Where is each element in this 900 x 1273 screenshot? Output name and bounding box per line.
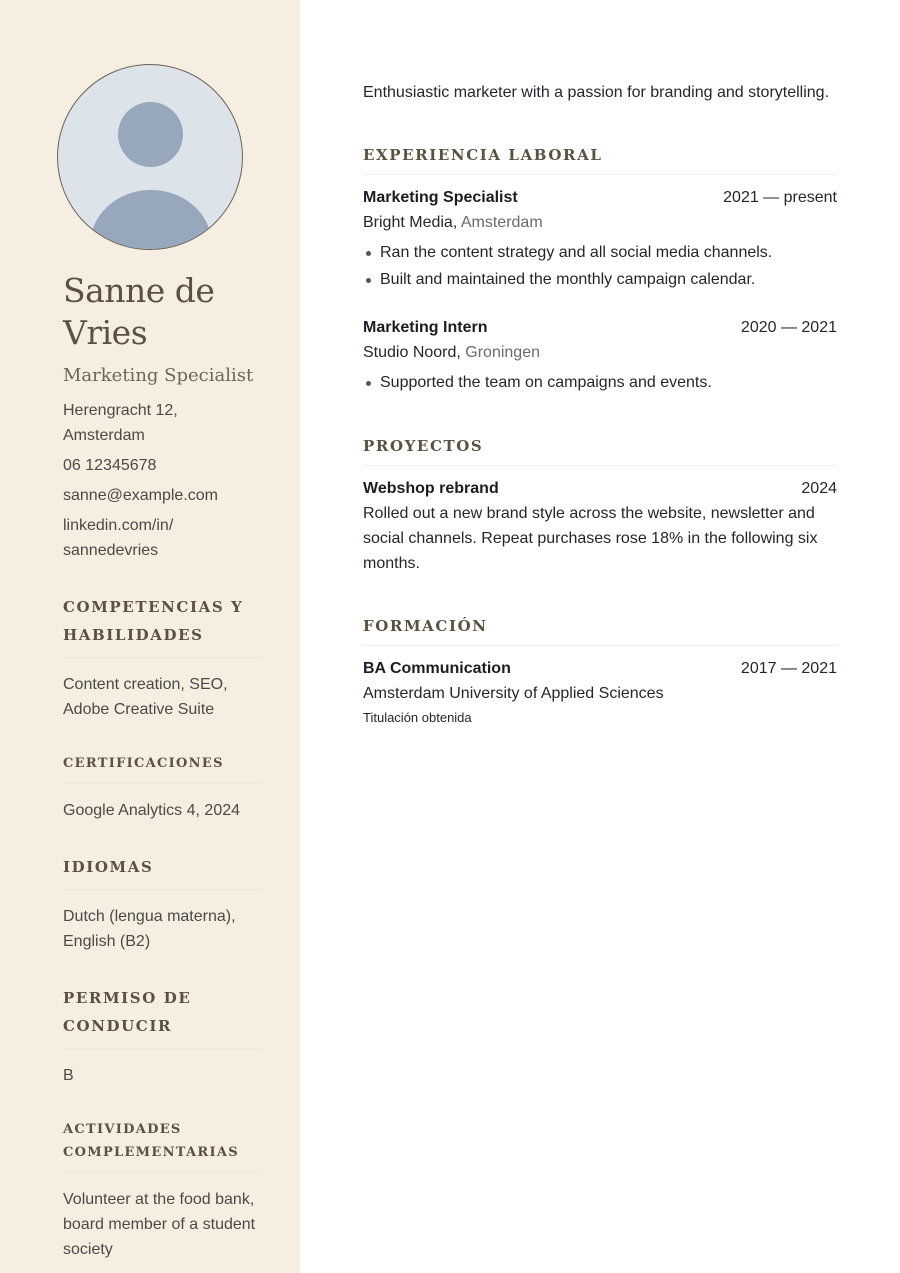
education-section [363, 616, 837, 730]
person-name: Sanne de Vries [63, 271, 215, 352]
job-dates: 2021 — present [723, 189, 837, 206]
contact-info [63, 398, 263, 563]
person-icon-body [90, 190, 212, 250]
license-text: B [63, 1067, 74, 1084]
certifications-heading: CERTIFICACIONES [63, 752, 263, 784]
education-entry [363, 656, 837, 730]
education-dates: 2017 — 2021 [740, 660, 837, 677]
skills-text: Content creation, SEO, Adobe Creative Suite [63, 676, 228, 718]
job-bullet: Built and maintained the monthly campaign calendar. [363, 266, 837, 293]
job-bullets [363, 369, 837, 396]
job-dates: 2020 — 2021 [740, 319, 837, 336]
project-description: Rolled out a new brand style across the website, newsletter and social channels. Repeat purchases rose 18% in the following six months. [363, 505, 818, 572]
projects-section [363, 436, 837, 576]
project-name: Webshop rebrand [363, 480, 499, 497]
languages-text: Dutch (lengua materna), English (B2) [63, 908, 236, 950]
experience-section [363, 145, 837, 396]
main-content [363, 80, 837, 730]
job-role: Marketing Intern [363, 319, 488, 336]
education-school: Amsterdam University of Applied Sciences [363, 685, 664, 702]
job-location: Groningen [465, 344, 540, 361]
sidebar-content [63, 270, 263, 1262]
job-bullets [363, 239, 837, 293]
job-org: Studio Noord, Groningen [363, 344, 540, 361]
person-title: Marketing Specialist [63, 365, 254, 386]
certifications-text: Google Analytics 4, 2024 [63, 802, 241, 819]
sidebar [0, 0, 300, 1273]
job-org: Bright Media, Amsterdam [363, 214, 543, 231]
job-role: Marketing Specialist [363, 189, 518, 206]
contact-linkedin[interactable]: linkedin.com/in/ sannedevries [63, 517, 174, 559]
license-heading: PERMISO DE CONDUCIR [63, 984, 263, 1049]
avatar [57, 64, 243, 250]
activities-heading: ACTIVIDADES COMPLEMENTARIAS [63, 1118, 263, 1173]
job-company: Studio Noord [363, 344, 457, 361]
education-degree: BA Communication [363, 660, 511, 677]
contact-email[interactable]: sanne@example.com [63, 487, 218, 504]
project-year: 2024 [801, 480, 837, 497]
languages-heading: IDIOMAS [63, 853, 263, 890]
job-bullet: Ran the content strategy and all social media channels. [363, 239, 837, 266]
education-note: Titulación obtenida [363, 710, 472, 725]
contact-address: Herengracht 12, Amsterdam [63, 402, 178, 444]
job-entry [363, 185, 837, 293]
summary: Enthusiastic marketer with a passion for branding and storytelling. [363, 84, 830, 101]
contact-phone: 06 12345678 [63, 457, 157, 474]
experience-heading: EXPERIENCIA LABORAL [363, 145, 837, 175]
projects-heading: PROYECTOS [363, 436, 837, 466]
job-company: Bright Media [363, 214, 453, 231]
job-bullet: Supported the team on campaigns and events. [363, 369, 837, 396]
activities-text: Volunteer at the food bank, board member of a student society [63, 1191, 256, 1258]
job-entry [363, 315, 837, 396]
education-heading: FORMACIÓN [363, 616, 837, 646]
skills-heading: COMPETENCIAS Y HABILIDADES [63, 593, 263, 658]
job-location: Amsterdam [460, 214, 543, 231]
person-icon-head [118, 102, 183, 167]
project-entry [363, 476, 837, 576]
